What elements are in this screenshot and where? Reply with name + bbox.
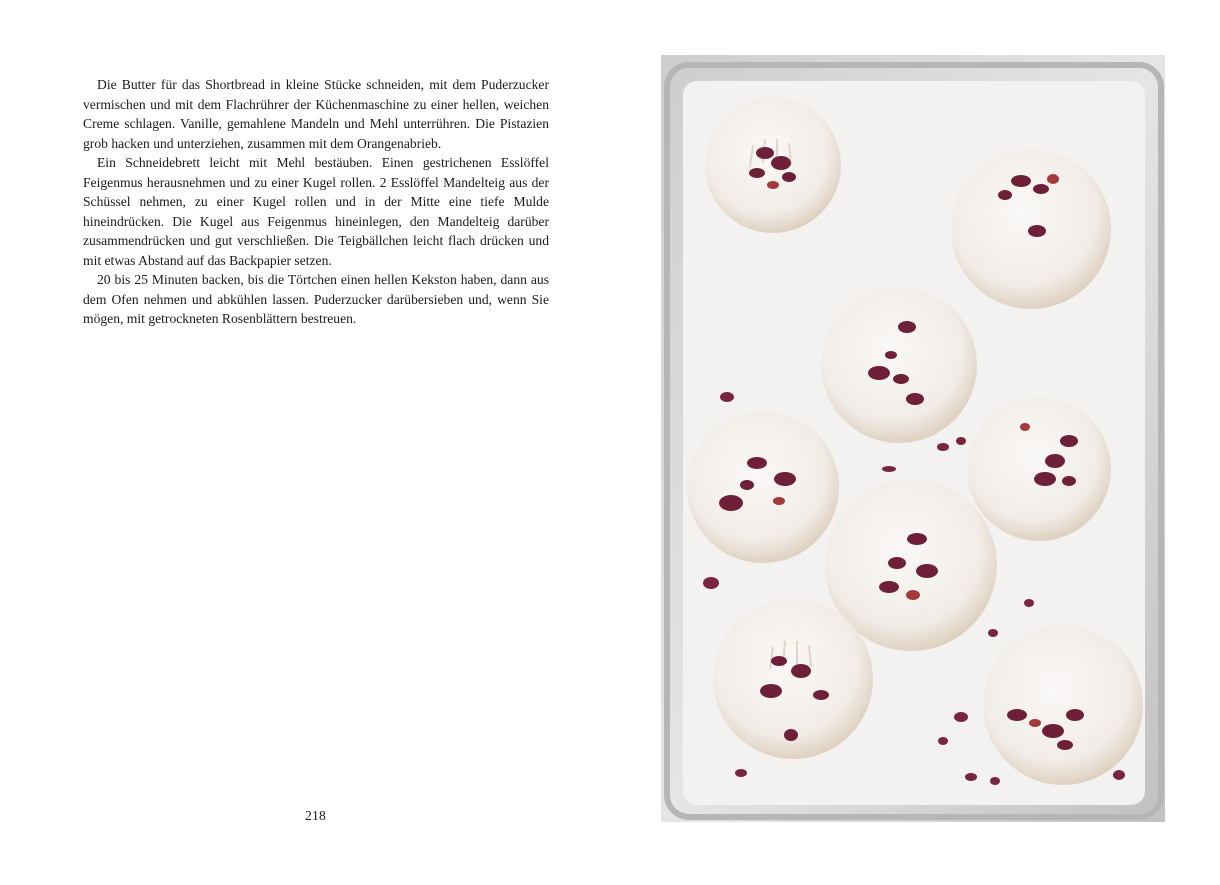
cookie-photo-illustration	[661, 55, 1165, 822]
cookie-1	[705, 97, 841, 233]
cookie-8	[983, 625, 1143, 785]
recipe-paragraph-3: 20 bis 25 Minuten backen, bis die Törtchen einen hellen Kekston haben, dann aus dem Ofen nehmen und abkühlen lassen. Puderzucker darübersieben und, wenn Sie mögen, mit getrockneten Rosenblättern bestreuen.	[83, 272, 549, 326]
cookie-7	[713, 599, 873, 759]
cookie-4	[687, 411, 839, 563]
cookie-2	[951, 149, 1111, 309]
cookie-5	[967, 397, 1111, 541]
cookie-photo	[661, 55, 1165, 822]
recipe-paragraph-1: Die Butter für das Shortbread in kleine Stücke schneiden, mit dem Puderzucker vermischen und mit dem Flachrührer der Küchenmaschine zu einer hellen, weichen Creme schlagen. Vanille, gemahlene Mandeln und Mehl unterrühren. Die Pistazien grob hacken und unterziehen, zusammen mit dem Orangenabrieb.	[83, 77, 549, 151]
cookie-3	[821, 287, 977, 443]
page-number: 218	[305, 808, 326, 823]
recipe-text	[83, 75, 549, 329]
recipe-paragraph-2: Ein Schneidebrett leicht mit Mehl bestäuben. Einen gestrichenen Esslöffel Feigenmus herausnehmen und zu einer Kugel rollen. 2 Esslöffel Mandelteig aus der Schüssel nehmen, zu einer Kugel rollen und in der Mitte eine tiefe Mulde hineindrücken. Die Kugel aus Feigenmus hineinlegen, den Mandelteig darüber zusammendrücken und gut verschließen. Die Teigbällchen leicht flach drücken und mit etwas Abstand auf das Backpapier setzen.	[83, 155, 549, 268]
